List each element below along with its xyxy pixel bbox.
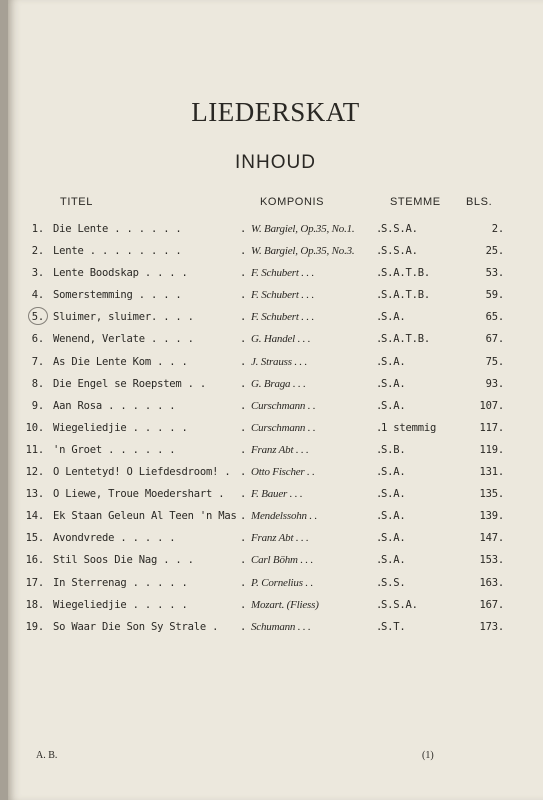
entry-page: 65. xyxy=(485,311,504,324)
entry-voices: S.A. xyxy=(381,532,406,545)
entry-title: Wiegeliedjie . . . . . xyxy=(53,598,188,611)
entry-title: In Sterrenag . . . . . xyxy=(53,576,188,589)
entry-number: 16. xyxy=(25,554,44,567)
entry-number: 17. xyxy=(25,576,44,589)
entry-composer: Curschmann . . xyxy=(251,421,316,434)
entry-composer: F. Schubert . . . xyxy=(251,311,315,324)
entry-composer: G. Handel . . . xyxy=(251,333,311,346)
entry-number: 14. xyxy=(25,510,44,523)
entry-voices: S.A. xyxy=(381,355,406,368)
entry-number: 9. xyxy=(31,399,44,412)
entry-page: 139. xyxy=(479,510,504,523)
entry-title: Somerstemming . . . . xyxy=(53,289,182,302)
entry-number: 6. xyxy=(31,333,44,346)
entry-composer: F. Bauer . . . xyxy=(251,488,303,501)
entry-number: 5. xyxy=(31,311,44,324)
entry-composer: F. Schubert . . . xyxy=(251,267,315,280)
table-row: 16. Stil Soos Die Nag . . . . Carl Böhm . . . . S.A. 153. xyxy=(8,550,543,572)
entry-page: 153. xyxy=(479,554,504,567)
page xyxy=(8,0,543,800)
entry-page: 67. xyxy=(485,333,504,346)
entry-voices: S.B. xyxy=(381,443,406,456)
entry-composer: Mozart. (Fliess) xyxy=(251,598,319,611)
entry-number: 19. xyxy=(25,620,44,633)
entry-number: 18. xyxy=(25,598,44,611)
entry-composer: Mendelssohn . . xyxy=(251,510,318,523)
entry-composer: J. Strauss . . . xyxy=(251,355,308,368)
table-row: 1. Die Lente . . . . . . . W. Bargiel, Op.35, No.1. . S.S.A. 2. xyxy=(8,219,543,241)
entry-composer: G. Braga . . . xyxy=(251,377,306,390)
entry-voices: S.A. xyxy=(381,311,406,324)
table-row: 11. 'n Groet . . . . . . . Franz Abt . . . . S.B. 119. xyxy=(8,440,543,462)
entry-composer: W. Bargiel, Op.35, No.1. xyxy=(251,223,355,235)
entry-voices: S.T. xyxy=(381,620,406,633)
table-row: 4. Somerstemming . . . . . F. Schubert . . . . S.A.T.B. 59. xyxy=(8,285,543,307)
entry-voices: S.S.A. xyxy=(381,223,418,235)
entry-title: Die Engel se Roepstem . . xyxy=(53,377,207,390)
table-row: 13. O Liewe, Troue Moedershart . . F. Bauer . . . . S.A. 135. xyxy=(8,484,543,506)
column-header-stemme: STEMME xyxy=(390,196,441,208)
column-header-komponis: KOMPONIS xyxy=(260,196,325,208)
entry-composer: Schumann . . . xyxy=(251,620,311,633)
entry-voices: S.S. xyxy=(381,576,406,589)
entry-number: 3. xyxy=(31,267,44,280)
entry-title: Sluimer, sluimer. . . . xyxy=(53,311,194,324)
entry-page: 53. xyxy=(485,267,504,280)
entry-number: 8. xyxy=(31,377,44,390)
table-row: 3. Lente Boodskap . . . . . F. Schubert . . . . S.A.T.B. 53. xyxy=(8,263,543,285)
entry-voices: S.A.T.B. xyxy=(381,289,430,302)
entry-composer: Franz Abt . . . xyxy=(251,443,309,456)
entry-page: 167. xyxy=(479,598,504,611)
entry-voices: S.A. xyxy=(381,488,406,501)
entry-page: 163. xyxy=(479,576,504,589)
entry-page: 25. xyxy=(485,245,504,258)
table-row: 12. O Lentetyd! O Liefdesdroom! . . Otto Fischer . . . S.A. 131. xyxy=(8,462,543,484)
entry-number: 4. xyxy=(31,289,44,302)
entry-page: 173. xyxy=(479,620,504,633)
entry-title: Die Lente . . . . . . xyxy=(53,223,182,235)
entry-composer: F. Schubert . . . xyxy=(251,289,315,302)
entry-page: 147. xyxy=(479,532,504,545)
entry-composer: Franz Abt . . . xyxy=(251,532,309,545)
entry-page: 93. xyxy=(485,377,504,390)
entry-number: 13. xyxy=(25,488,44,501)
entry-number: 10. xyxy=(25,421,44,434)
table-row: 18. Wiegeliedjie . . . . . . Mozart. (Fliess) . S.S.A. 167. xyxy=(8,595,543,617)
entry-number: 12. xyxy=(25,466,44,479)
entry-page: 107. xyxy=(479,399,504,412)
entry-title: Aan Rosa . . . . . . xyxy=(53,399,176,412)
entry-page: 119. xyxy=(479,443,504,456)
table-row: 7. As Die Lente Kom . . . . J. Strauss . . . . S.A. 75. xyxy=(8,352,543,374)
footer-page-number: (1) xyxy=(422,750,434,761)
entry-number: 15. xyxy=(25,532,44,545)
entry-title: Stil Soos Die Nag . . . xyxy=(53,554,194,567)
entry-composer: Otto Fischer . . xyxy=(251,466,315,479)
entry-number: 11. xyxy=(25,443,44,456)
entry-page: 2. xyxy=(491,223,504,235)
table-row: 9. Aan Rosa . . . . . . . Curschmann . . . S.A. 107. xyxy=(8,396,543,418)
entry-title: So Waar Die Son Sy Strale . xyxy=(53,620,219,633)
entry-voices: S.A. xyxy=(381,399,406,412)
entry-number: 7. xyxy=(31,355,44,368)
entry-voices: S.S.A. xyxy=(381,598,418,611)
table-row: 6. Wenend, Verlate . . . . . G. Handel . . . . S.A.T.B. 67. xyxy=(8,329,543,351)
entry-composer: Curschmann . . xyxy=(251,399,316,412)
column-header-titel: TITEL xyxy=(60,196,93,208)
entry-voices: S.A.T.B. xyxy=(381,267,430,280)
entry-voices: S.A. xyxy=(381,377,406,390)
entry-voices: S.A.T.B. xyxy=(381,333,430,346)
entry-page: 131. xyxy=(479,466,504,479)
entry-voices: S.A. xyxy=(381,466,406,479)
table-row: 19. So Waar Die Son Sy Strale . . Schumann . . . . S.T. 173. xyxy=(8,617,543,639)
entry-title: As Die Lente Kom . . . xyxy=(53,355,188,368)
entry-title: Wiegeliedjie . . . . . xyxy=(53,421,188,434)
table-row: 5. Sluimer, sluimer. . . . . F. Schubert . . . . S.A. 65. xyxy=(8,307,543,329)
table-row: 14. Ek Staan Geleun Al Teen 'n Mas . Mendelssohn . . . S.A. 139. xyxy=(8,506,543,528)
entry-title: Lente . . . . . . . . xyxy=(53,245,182,258)
table-row: 15. Avondvrede . . . . . . Franz Abt . . . . S.A. 147. xyxy=(8,528,543,550)
entry-title: Avondvrede . . . . . xyxy=(53,532,176,545)
page-title: LIEDERSKAT xyxy=(191,97,360,127)
entry-title: Lente Boodskap . . . . xyxy=(53,267,188,280)
entry-composer: Carl Böhm . . . xyxy=(251,554,314,567)
table-row: 10. Wiegeliedjie . . . . . . Curschmann . . . 1 stemmig 117. xyxy=(8,418,543,440)
entry-number: 2. xyxy=(31,245,44,258)
contents-table xyxy=(8,219,543,639)
entry-title: 'n Groet . . . . . . xyxy=(53,443,176,456)
entry-page: 117. xyxy=(479,421,504,434)
entry-composer: P. Cornelius . . xyxy=(251,576,313,589)
entry-title: O Liewe, Troue Moedershart . xyxy=(53,488,225,501)
entry-voices: S.A. xyxy=(381,554,406,567)
page-subtitle: INHOUD xyxy=(235,152,316,173)
entry-page: 59. xyxy=(485,289,504,302)
entry-number: 1. xyxy=(31,223,44,235)
table-row: 17. In Sterrenag . . . . . . P. Cornelius . . . S.S. 163. xyxy=(8,573,543,595)
entry-title: O Lentetyd! O Liefdesdroom! . xyxy=(53,466,231,479)
column-header-bls: BLS. xyxy=(466,196,493,208)
footer-initials: A. B. xyxy=(36,750,58,761)
entry-voices: S.S.A. xyxy=(381,245,418,258)
entry-title: Ek Staan Geleun Al Teen 'n Mas xyxy=(53,510,237,523)
entry-voices: 1 stemmig xyxy=(381,421,437,434)
entry-title: Wenend, Verlate . . . . xyxy=(53,333,194,346)
entry-page: 135. xyxy=(479,488,504,501)
entry-composer: W. Bargiel, Op.35, No.3. xyxy=(251,245,355,258)
table-row: 2. Lente . . . . . . . . . W. Bargiel, Op.35, No.3. . S.S.A. 25. xyxy=(8,241,543,263)
entry-voices: S.A. xyxy=(381,510,406,523)
table-row: 8. Die Engel se Roepstem . . . G. Braga . . . . S.A. 93. xyxy=(8,374,543,396)
entry-page: 75. xyxy=(485,355,504,368)
